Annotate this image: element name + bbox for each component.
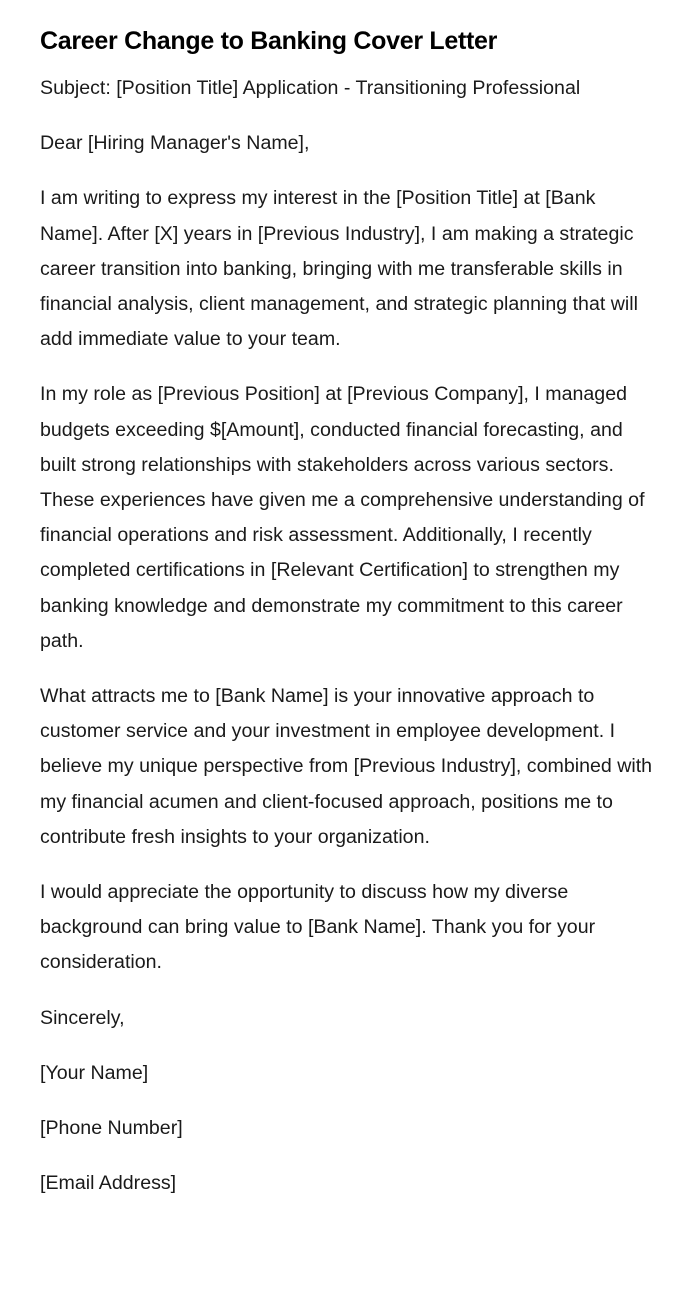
body-paragraph-motivation: What attracts me to [Bank Name] is your innovative approach to customer service and your investment in employee development. I believe my unique perspective from [Previous Industry], combined with my financial acumen and client-focused approach, positions me to contribute fresh insights to your organization. [40, 685, 653, 848]
letter-subject: Subject: [Position Title] Application - Transitioning Professional [40, 77, 581, 99]
body-paragraph-closing: I would appreciate the opportunity to discuss how my diverse background can bring value to [Bank Name]. Thank you for your consideration. [40, 881, 596, 974]
sender-email: [Email Address] [40, 1172, 177, 1195]
letter-title: Career Change to Banking Cover Letter [40, 27, 498, 55]
body-paragraph-experience: In my role as [Previous Position] at [Previous Company], I managed budgets exceeding $[Amount], conducted financial forecasting, and built strong relationships with stakeholders across various sectors. These experiences have given me a comprehensive understanding of financial operations and risk assessment. Additionally, I recently completed certifications in [Relevant Certification] to strengthen my banking knowledge and demonstrate my commitment to this career path. [40, 383, 645, 652]
body-paragraph-intro: I am writing to express my interest in the [Position Title] at [Bank Name]. After [X] years in [Previous Industry], I am making a strategic career transition into banking, bringing with me transferable skills in financial analysis, client management, and strategic planning that will add immediate value to your team. [40, 187, 638, 351]
sender-name: [Your Name] [40, 1061, 149, 1084]
sender-phone: [Phone Number] [40, 1117, 183, 1140]
letter-signoff: Sincerely, [40, 1006, 125, 1029]
letter-greeting: Dear [Hiring Manager's Name], [40, 132, 310, 155]
